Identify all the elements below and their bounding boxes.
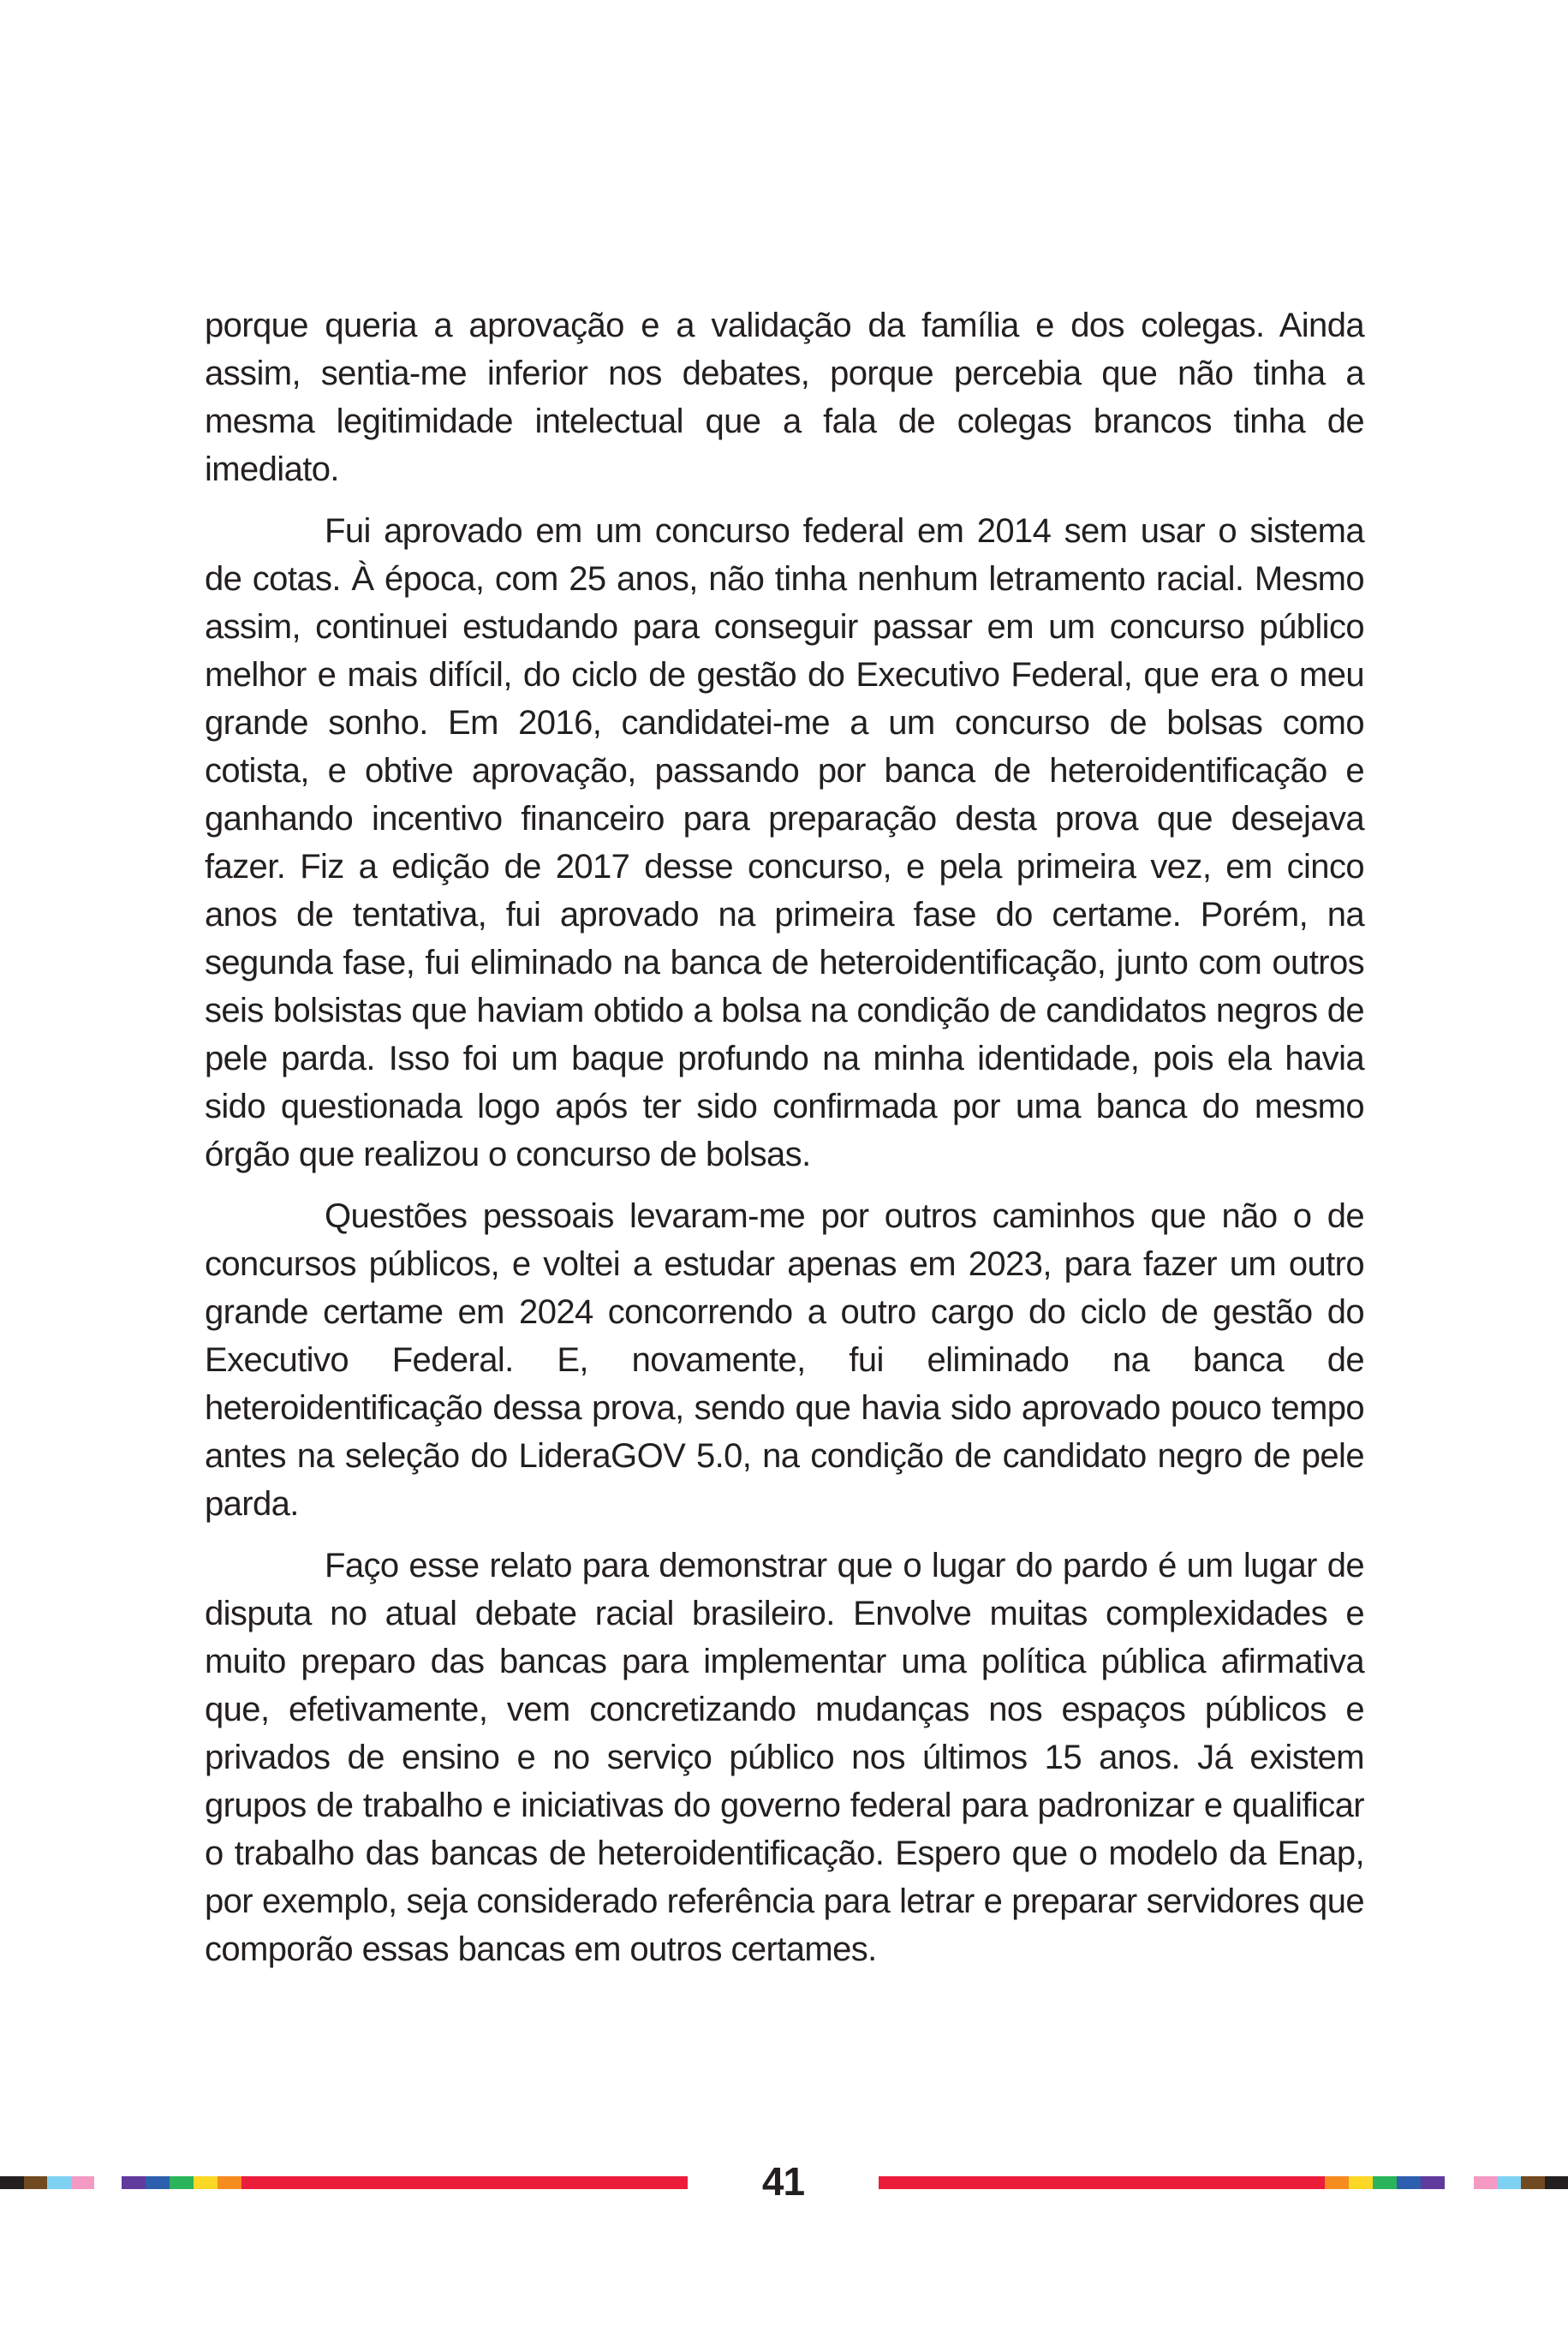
body-text-block [205, 301, 1364, 1973]
stripe-gap [94, 2176, 122, 2189]
stripe-pink [71, 2176, 95, 2189]
stripe-green [170, 2176, 194, 2189]
stripe-purple [1421, 2176, 1445, 2189]
stripe-brown [1521, 2176, 1545, 2189]
stripe-light-blue [47, 2176, 71, 2189]
body-paragraph: Questões pessoais levaram-me por outros caminhos que não o de concursos públicos, e voltei a estudar apenas em 2023, para fazer um outro grande certame em 2024 concorrendo a outro cargo do ciclo de gestão do Executivo Federal. E, novamente, fui eliminado na banca de heteroidentificação dessa prova, sendo que havia sido aprovado pouco tempo antes na seleção do LideraGOV 5.0, na condição de candidato negro de pele parda. [205, 1197, 1364, 1523]
page-number: 41 [761, 2158, 805, 2204]
page-number-slot [688, 2158, 879, 2204]
body-paragraph: Fui aprovado em um concurso federal em 2014 sem usar o sistema de cotas. À época, com 25 anos, não tinha nenhum letramento racial. Mesmo assim, continuei estudando para conseguir passar em um concurso público melhor e mais difícil, do ciclo de gestão do Executivo Federal, que era o meu grande sonho. Em 2016, candidatei-me a um concurso de bolsas como cotista, e obtive aprovação, passando por banca de heteroidentificação e ganhando incentivo financeiro para preparação desta prova que desejava fazer. Fiz a edição de 2017 desse concurso, e pela primeira vez, em cinco anos de tentativa, fui aprovado na primeira fase do certame. Porém, na segunda fase, fui eliminado na banca de heteroidentificação, junto com outros seis bolsistas que haviam obtido a bolsa na condição de candidatos negros de pele parda. Isso foi um baque profundo na minha identidade, pois ela havia sido questionada logo após ter sido confirmada por uma banca do mesmo órgão que realizou o concurso de bolsas. [205, 512, 1364, 1173]
stripe-yellow [194, 2176, 218, 2189]
stripe-black [0, 2176, 24, 2189]
stripe-red-right [879, 2176, 1325, 2189]
stripe-purple [122, 2176, 146, 2189]
stripe-yellow [1349, 2176, 1373, 2189]
body-paragraph: porque queria a aprovação e a validação da família e dos colegas. Ainda assim, sentia-me inferior nos debates, porque percebia que não tinha a mesma legitimidade intelectual que a fala de colegas brancos tinha de imediato. [205, 307, 1364, 488]
stripe-red-left [241, 2176, 688, 2189]
stripe-green [1373, 2176, 1397, 2189]
stripe-blue [1397, 2176, 1421, 2189]
stripe-blue [146, 2176, 170, 2189]
stripe-gap [1445, 2176, 1474, 2189]
stripe-light-blue [1498, 2176, 1522, 2189]
stripe-orange [218, 2176, 241, 2189]
stripe-black [1545, 2176, 1568, 2189]
stripe-brown [24, 2176, 48, 2189]
footer-decorative-stripes [0, 2158, 1568, 2204]
body-paragraph: Faço esse relato para demonstrar que o lugar do pardo é um lugar de disputa no atual debate racial brasileiro. Envolve muitas complexidades e muito preparo das bancas para implementar uma política pública afirmativa que, efetivamente, vem concretizando mudanças nos espaços públicos e privados de ensino e no serviço público nos últimos 15 anos. Já existem grupos de trabalho e iniciativas do governo federal para padronizar e qualificar o trabalho das bancas de heteroidentificação. Espero que o modelo da Enap, por exemplo, seja considerado referência para letrar e preparar servidores que comporão essas bancas em outros certames. [205, 1547, 1364, 1968]
stripe-orange [1325, 2176, 1349, 2189]
stripe-pink [1474, 2176, 1498, 2189]
